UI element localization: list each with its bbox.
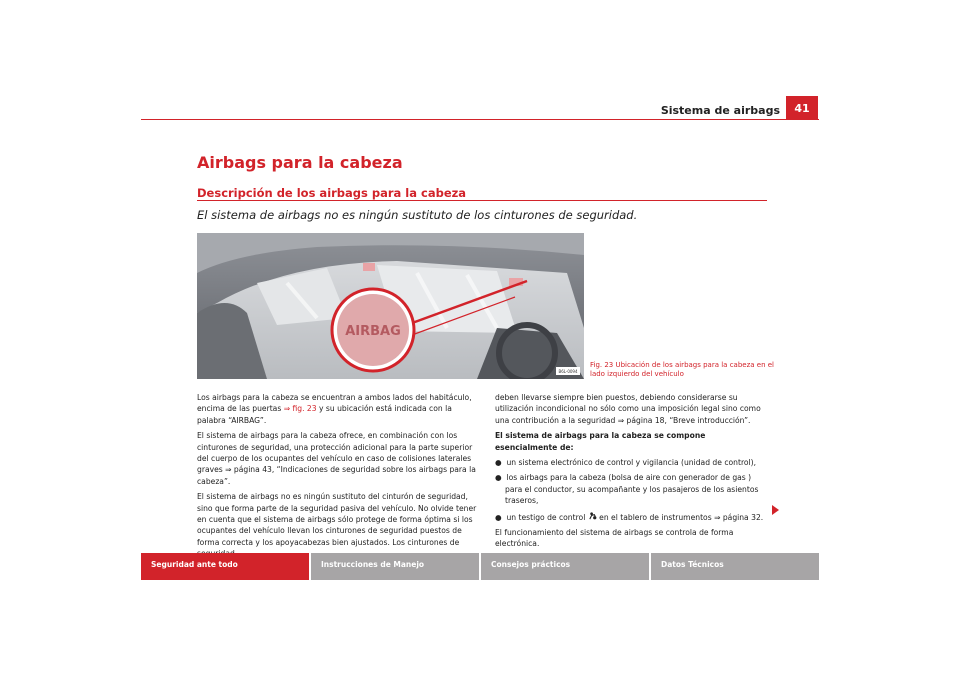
airbag-label: AIRBAG [345,324,401,339]
page-heading: Airbags para la cabeza [197,153,403,172]
paragraph: El funcionamiento del sistema de airbags se controla de forma electrónica. [495,528,734,549]
continue-arrow-icon [772,505,779,515]
paragraph: El sistema de airbags para la cabeza ofrece, en combinación con los cinturones de seguridad, una protección adicional para la parte superior del cuerpo de los ocupantes del vehículo en caso de colisiones laterales graves ⇒ página 43, “Indicaciones de seguridad sobre los airbags para la cabeza”. [197,431,476,486]
figure-code: B6L-0094 [558,369,578,374]
figure-car-interior [197,233,584,379]
body-column-left [197,392,482,564]
paragraph: Los airbags para la cabeza se encuentran a ambos lados del habitáculo, encima de las puertas ⇒ fig. 23 y su ubicación está indicada con la palabra “AIRBAG”. [197,393,472,425]
section-subheading: Descripción de los airbags para la cabeza [197,186,467,200]
car-interior-illustration [197,233,584,379]
subheading-rule [197,200,767,201]
footer-tab-seguridad[interactable]: Seguridad ante todo [141,553,311,580]
figure-caption: Fig. 23 Ubicación de los airbags para la cabeza en el lado izquierdo del vehículo [590,361,774,378]
list-item: ● un testigo de control en el tablero de instrumentos ⇒ página 32. [495,512,764,522]
footer-tab-instrucciones[interactable]: Instrucciones de Manejo [311,553,481,580]
page-number: 41 [786,96,818,120]
list-item: ● un sistema electrónico de control y vigilancia (unidad de control), [495,458,757,468]
footer-tab-consejos[interactable]: Consejos prácticos [481,553,651,580]
section-title: Sistema de airbags [660,104,780,117]
airbag-warning-icon [588,511,597,520]
components-heading: El sistema de airbags para la cabeza se compone esencialmente de: [495,431,706,452]
footer-tab-datos[interactable]: Datos Técnicos [651,553,819,580]
header-rule [141,119,819,120]
body-column-right [495,392,770,554]
paragraph: deben llevarse siempre bien puestos, debiendo considerarse su utilización incondicional no sólo como una imposición legal sino como una contribución a la seguridad ⇒ página 18, “Breve introducción”. [495,393,761,425]
lead-text: El sistema de airbags no es ningún sustituto de los cinturones de seguridad. [197,208,638,222]
footer-nav [141,553,819,580]
list-item: ● los airbags para la cabeza (bolsa de aire con generador de gas ) para el conductor, su acompañante y los pasajeros de los asientos traseros, [495,473,759,506]
figure-reference-link[interactable]: ⇒ fig. 23 [283,404,317,414]
paragraph: El sistema de airbags no es ningún sustituto del cinturón de seguridad, sino que forma parte de la seguridad pasiva del vehículo. No olvide tener en cuenta que el sistema de airbags sólo protege de forma óptima si los ocupantes del vehículo llevan los cinturones de seguridad puestos de forma correcta y los apoyacabezas bien ajustados. Los cinturones de [197,492,477,547]
